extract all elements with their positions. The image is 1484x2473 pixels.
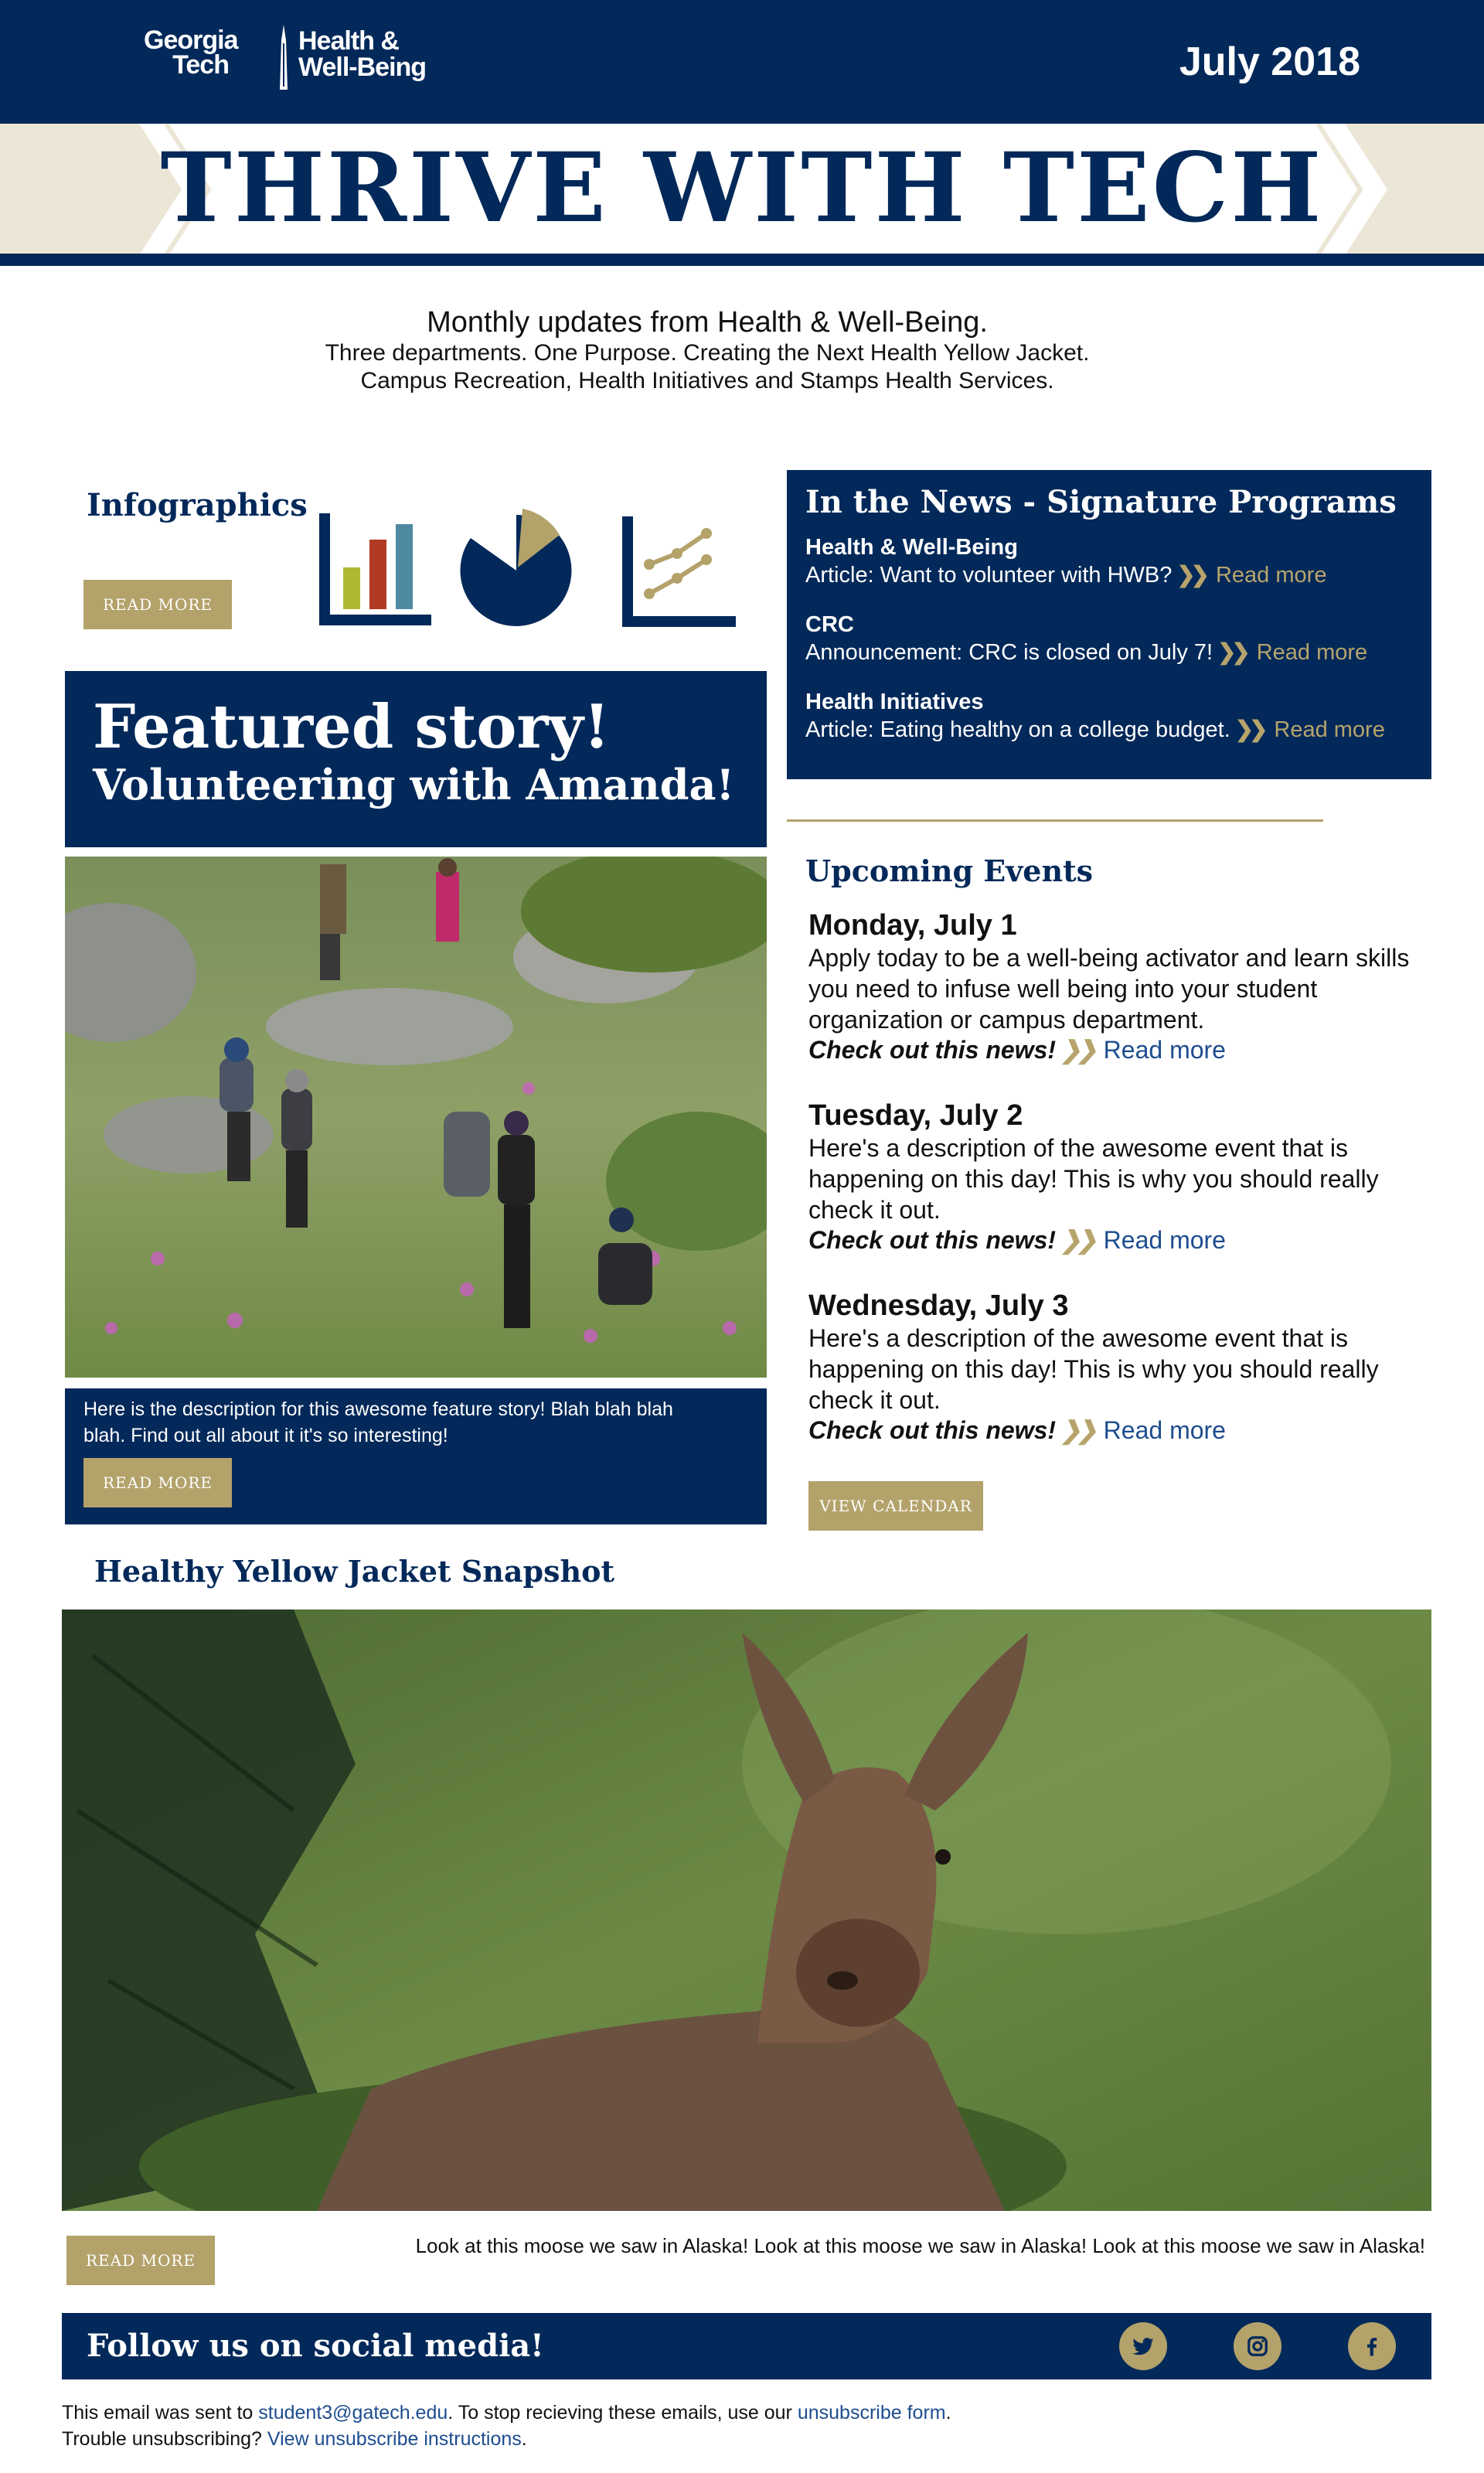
pie-chart-icon[interactable] [459,504,577,629]
social-heading: Follow us on social media! [87,2328,544,2364]
news-panel [787,470,1431,779]
infographics-read-more-button[interactable]: READ MORE [83,580,232,629]
unsubscribe-form-link[interactable]: unsubscribe form [797,2402,946,2424]
logo-right-line1: Health & [298,26,399,56]
intro-line3: Campus Recreation, Health Initiatives and Stamps Health Services. [360,368,1054,393]
event-date: Wednesday, July 3 [808,1289,1069,1322]
line-chart-icon[interactable] [621,516,736,628]
event-item [808,1099,1427,1255]
featured-title: Featured story! [93,692,611,762]
news-heading: In the News - Signature Programs [805,484,1397,520]
events-heading: Upcoming Events [805,853,1094,888]
issue-date: July 2018 [1179,39,1360,84]
event-item [808,909,1427,1064]
event-description: Here's a description of the awesome event that is happening on this day! This is why you should really check it out. [808,1324,1379,1414]
news-item-text: Announcement: CRC is closed on July 7! ❯❯ Read more [805,640,1368,665]
event-description: Apply today to be a well-being activator and learn skills you need to infuse well being into your student organization or campus department. [808,944,1410,1034]
event-item [808,1289,1427,1445]
logo-right-line2: Well-Being [298,53,427,82]
event-read-more-link[interactable]: Read more [1103,1226,1226,1254]
banner-bottom-stripe [0,254,1484,266]
news-item-title: Health Initiatives [805,690,984,714]
chevron-icon: ❯❯ [1060,1226,1093,1254]
snapshot-read-more-button[interactable]: READ MORE [66,2236,215,2285]
event-read-more-link[interactable]: Read more [1103,1416,1226,1444]
event-description: Here's a description of the awesome event that is happening on this day! This is why you should really check it out. [808,1134,1379,1224]
snapshot-heading: Healthy Yellow Jacket Snapshot [94,1554,614,1589]
unsubscribe-instructions-link[interactable]: View unsubscribe instructions [267,2428,522,2450]
event-date: Tuesday, July 2 [808,1099,1023,1132]
news-item-text: Article: Eating healthy on a college budget. ❯❯ Read more [805,717,1385,742]
twitter-icon[interactable] [1119,2322,1167,2370]
featured-read-more-button[interactable]: READ MORE [83,1458,232,1507]
news-item-text: Article: Want to volunteer with HWB? ❯❯ Read more [805,563,1327,588]
events-divider [787,819,1323,822]
logo-left-text: Georgia Tech [144,26,238,80]
featured-subtitle: Volunteering with Amanda! [93,760,735,809]
instagram-icon[interactable] [1234,2322,1281,2370]
banner-title: THRIVE WITH TECH [160,132,1324,244]
event-date: Monday, July 1 [808,909,1017,942]
footer-email-link[interactable]: student3@gatech.edu [258,2402,448,2424]
banner [0,124,1484,255]
view-calendar-button[interactable]: VIEW CALENDAR [808,1481,983,1531]
news-item-title: CRC [805,612,854,637]
featured-image[interactable] [65,857,767,1378]
social-bar [62,2313,1431,2379]
chevron-icon: ❯❯ [1234,717,1264,742]
news-item-title: Health & Well-Being [805,535,1018,560]
featured-header [65,671,767,847]
event-read-more-link[interactable]: Read more [1103,1036,1226,1064]
news-read-more-link[interactable]: Read more [1274,717,1385,742]
logo[interactable] [144,25,468,90]
event-check: Check out this news! ❯❯ Read more [808,1416,1226,1444]
chevron-icon: ❯❯ [1176,563,1205,588]
bar-chart-icon[interactable] [318,513,431,626]
chevron-icon: ❯❯ [1217,640,1246,665]
news-read-more-link[interactable]: Read more [1256,640,1368,665]
intro-line2: Three departments. One Purpose. Creating the Next Health Yellow Jacket. [325,340,1090,366]
tower-logo-icon [274,25,294,90]
news-read-more-link[interactable]: Read more [1215,563,1327,588]
event-check: Check out this news! ❯❯ Read more [808,1036,1226,1064]
intro-line1: Monthly updates from Health & Well-Being. [427,306,988,339]
featured-description: Here is the description for this awesome feature story! Blah blah blah blah. Find out all about it it's so interesting! [83,1398,673,1446]
snapshot-caption: Look at this moose we saw in Alaska! Look at this moose we saw in Alaska! Look at this moose we saw in Alaska! [415,2234,1425,2257]
chevron-icon: ❯❯ [1060,1036,1093,1064]
event-check: Check out this news! ❯❯ Read more [808,1226,1226,1254]
footer-line1: This email was sent to student3@gatech.edu. To stop recieving these emails, use our unsubscribe form. [62,2402,951,2424]
chevron-icon: ❯❯ [1060,1416,1093,1444]
facebook-icon[interactable] [1348,2322,1396,2370]
footer-line2: Trouble unsubscribing? View unsubscribe instructions. [62,2428,527,2450]
snapshot-image[interactable] [62,1609,1431,2211]
infographics-heading: Infographics [87,487,308,523]
